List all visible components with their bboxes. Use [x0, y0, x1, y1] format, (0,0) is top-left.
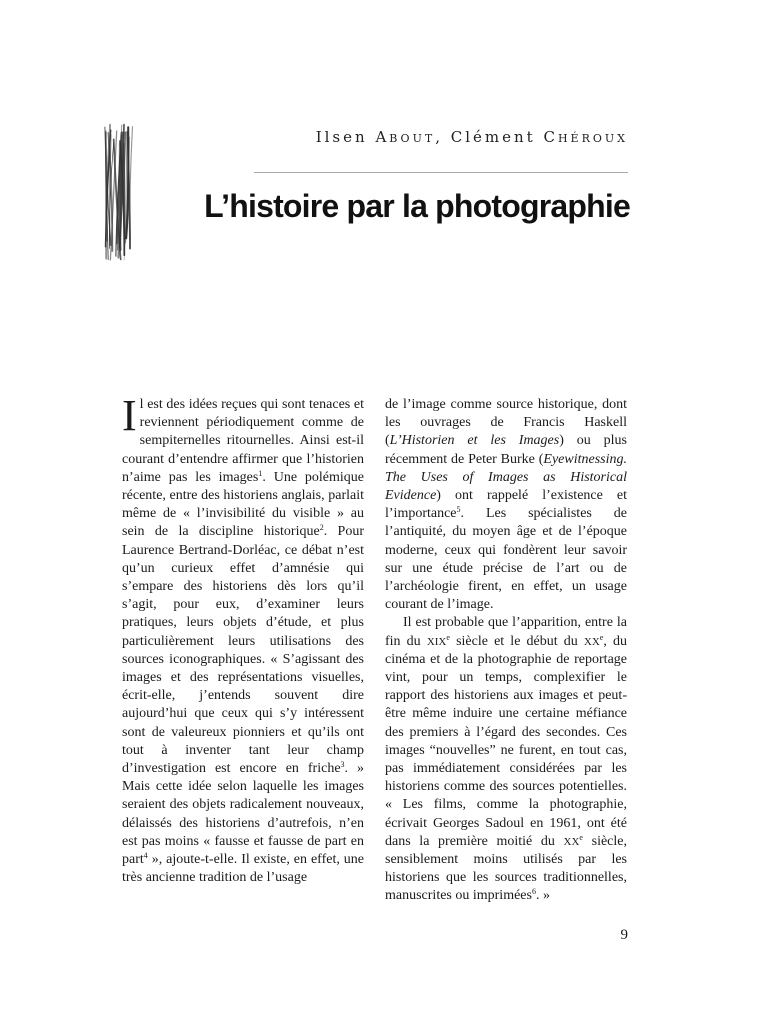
text-run: l est des idées reçues qui sont tenaces et reviennent périodiquement comme de sempiternelles ritournelles. Ainsi est-il courant d’entendre affirmer que l’historien n’aime pas les images — [122, 397, 364, 485]
text-run: . » Mais cette idée selon laquelle les images seraient des objets radicalement nouveaux, délaissés des historiens d’autrefois, n’en est pas moins « fausse et fausse de part en part — [122, 761, 365, 868]
title-rule — [254, 172, 628, 173]
ordinal-suffix: e — [446, 632, 450, 642]
footnote-ref: 1 — [258, 468, 263, 478]
chapter-title: L’histoire par la photographie — [204, 188, 630, 224]
ordinal-suffix: e — [579, 832, 583, 842]
century-numeral: XIX — [426, 635, 447, 648]
text-run: ) ont rappelé l’existence et l’importance — [385, 488, 627, 522]
footnote-ref: 2 — [319, 523, 324, 533]
author2-last: Chéroux — [543, 128, 628, 146]
page-number: 9 — [620, 927, 628, 943]
text-column-right — [385, 396, 627, 906]
paragraph — [122, 391, 365, 887]
paragraph — [385, 614, 627, 905]
author1-last: About — [375, 128, 436, 146]
author-separator: , — [435, 128, 443, 146]
text-run: ) ou plus récemment de Peter Burke ( — [385, 433, 627, 467]
text-run: », ajoute-t-elle. Il existe, en effet, une très ancienne tradition de l’usage — [122, 852, 364, 886]
ornament-illustration — [100, 122, 144, 264]
text-run: siècle et le début du — [449, 633, 584, 649]
text-column-left — [122, 391, 365, 887]
text-run: Il est probable que l’apparition, entre la fin du — [385, 615, 627, 649]
book-title: Eyewitnessing. The Uses of Images as Historical Evidence — [385, 451, 627, 504]
ordinal-suffix: e — [599, 632, 604, 642]
author2-first: Clément — [450, 128, 536, 146]
text-run: siècle, sensiblement moins utilisés par les historiens que les sources traditionnelles, manuscrites ou imprimées — [385, 833, 627, 904]
text-run: . Pour Laurence Bertrand-Dorléac, ce débat n’est qu’un curieux effet d’amnésie qui s’empare des historiens dès lors qu’il s’agit, pour eux, d’examiner leurs pratiques, leurs objets d’étude, et plus particulièrement leurs utilisations des sources iconographiques. « S’agissant des images et des représentations visuelles, écrit-elle, j’entends souvent dire aujourd’hui que ceux qui s’y intéressent sont de valeureux pionniers et qu’ils ont tout à inventer tant leur champ d’investigation est encore en friche — [122, 524, 365, 777]
text-run: . Les spécialistes de l’antiquité, du moyen âge et de l’époque moderne, ceux qui fondèrent leur savoir sur une étude précise de l’art ou de l’archéologie firent, en effet, un usage courant de l’image. — [385, 506, 627, 613]
footnote-ref: 3 — [340, 760, 345, 770]
authors-line — [200, 128, 628, 146]
text-run: . Une polémique récente, entre des historiens anglais, parlait même de « l’invisibilité du visible » au sein de la discipline historique — [122, 469, 364, 540]
paragraph — [385, 396, 627, 614]
drop-cap: I — [122, 391, 137, 440]
century-numeral: XX — [583, 635, 600, 648]
book-title: L’Historien et les Images — [389, 433, 560, 449]
footnote-ref: 6 — [531, 887, 536, 897]
text-run: de l’image comme source historique, dont les ouvrages de Francis Haskell ( — [385, 397, 627, 449]
footnote-ref: 4 — [143, 851, 148, 861]
footnote-ref: 5 — [456, 505, 461, 515]
text-run: . » — [535, 888, 550, 904]
text-run: , du cinéma et de la photographie de reportage vint, pour un temps, complexifier le rapport des historiens aux images et peut-être même induire une certaine méfiance des premiers à l’égard des secondes. Ces images “nouvelles” ne furent, en tout cas, pas immédiatement considérées par les historiens comme des sources potentielles. « Les films, comme la photographie, écrivait Georges Sadoul en 1961, ont été dans la première moitié du — [385, 633, 627, 849]
author1-first: Ilsen — [315, 128, 368, 146]
century-numeral: XX — [563, 835, 580, 848]
